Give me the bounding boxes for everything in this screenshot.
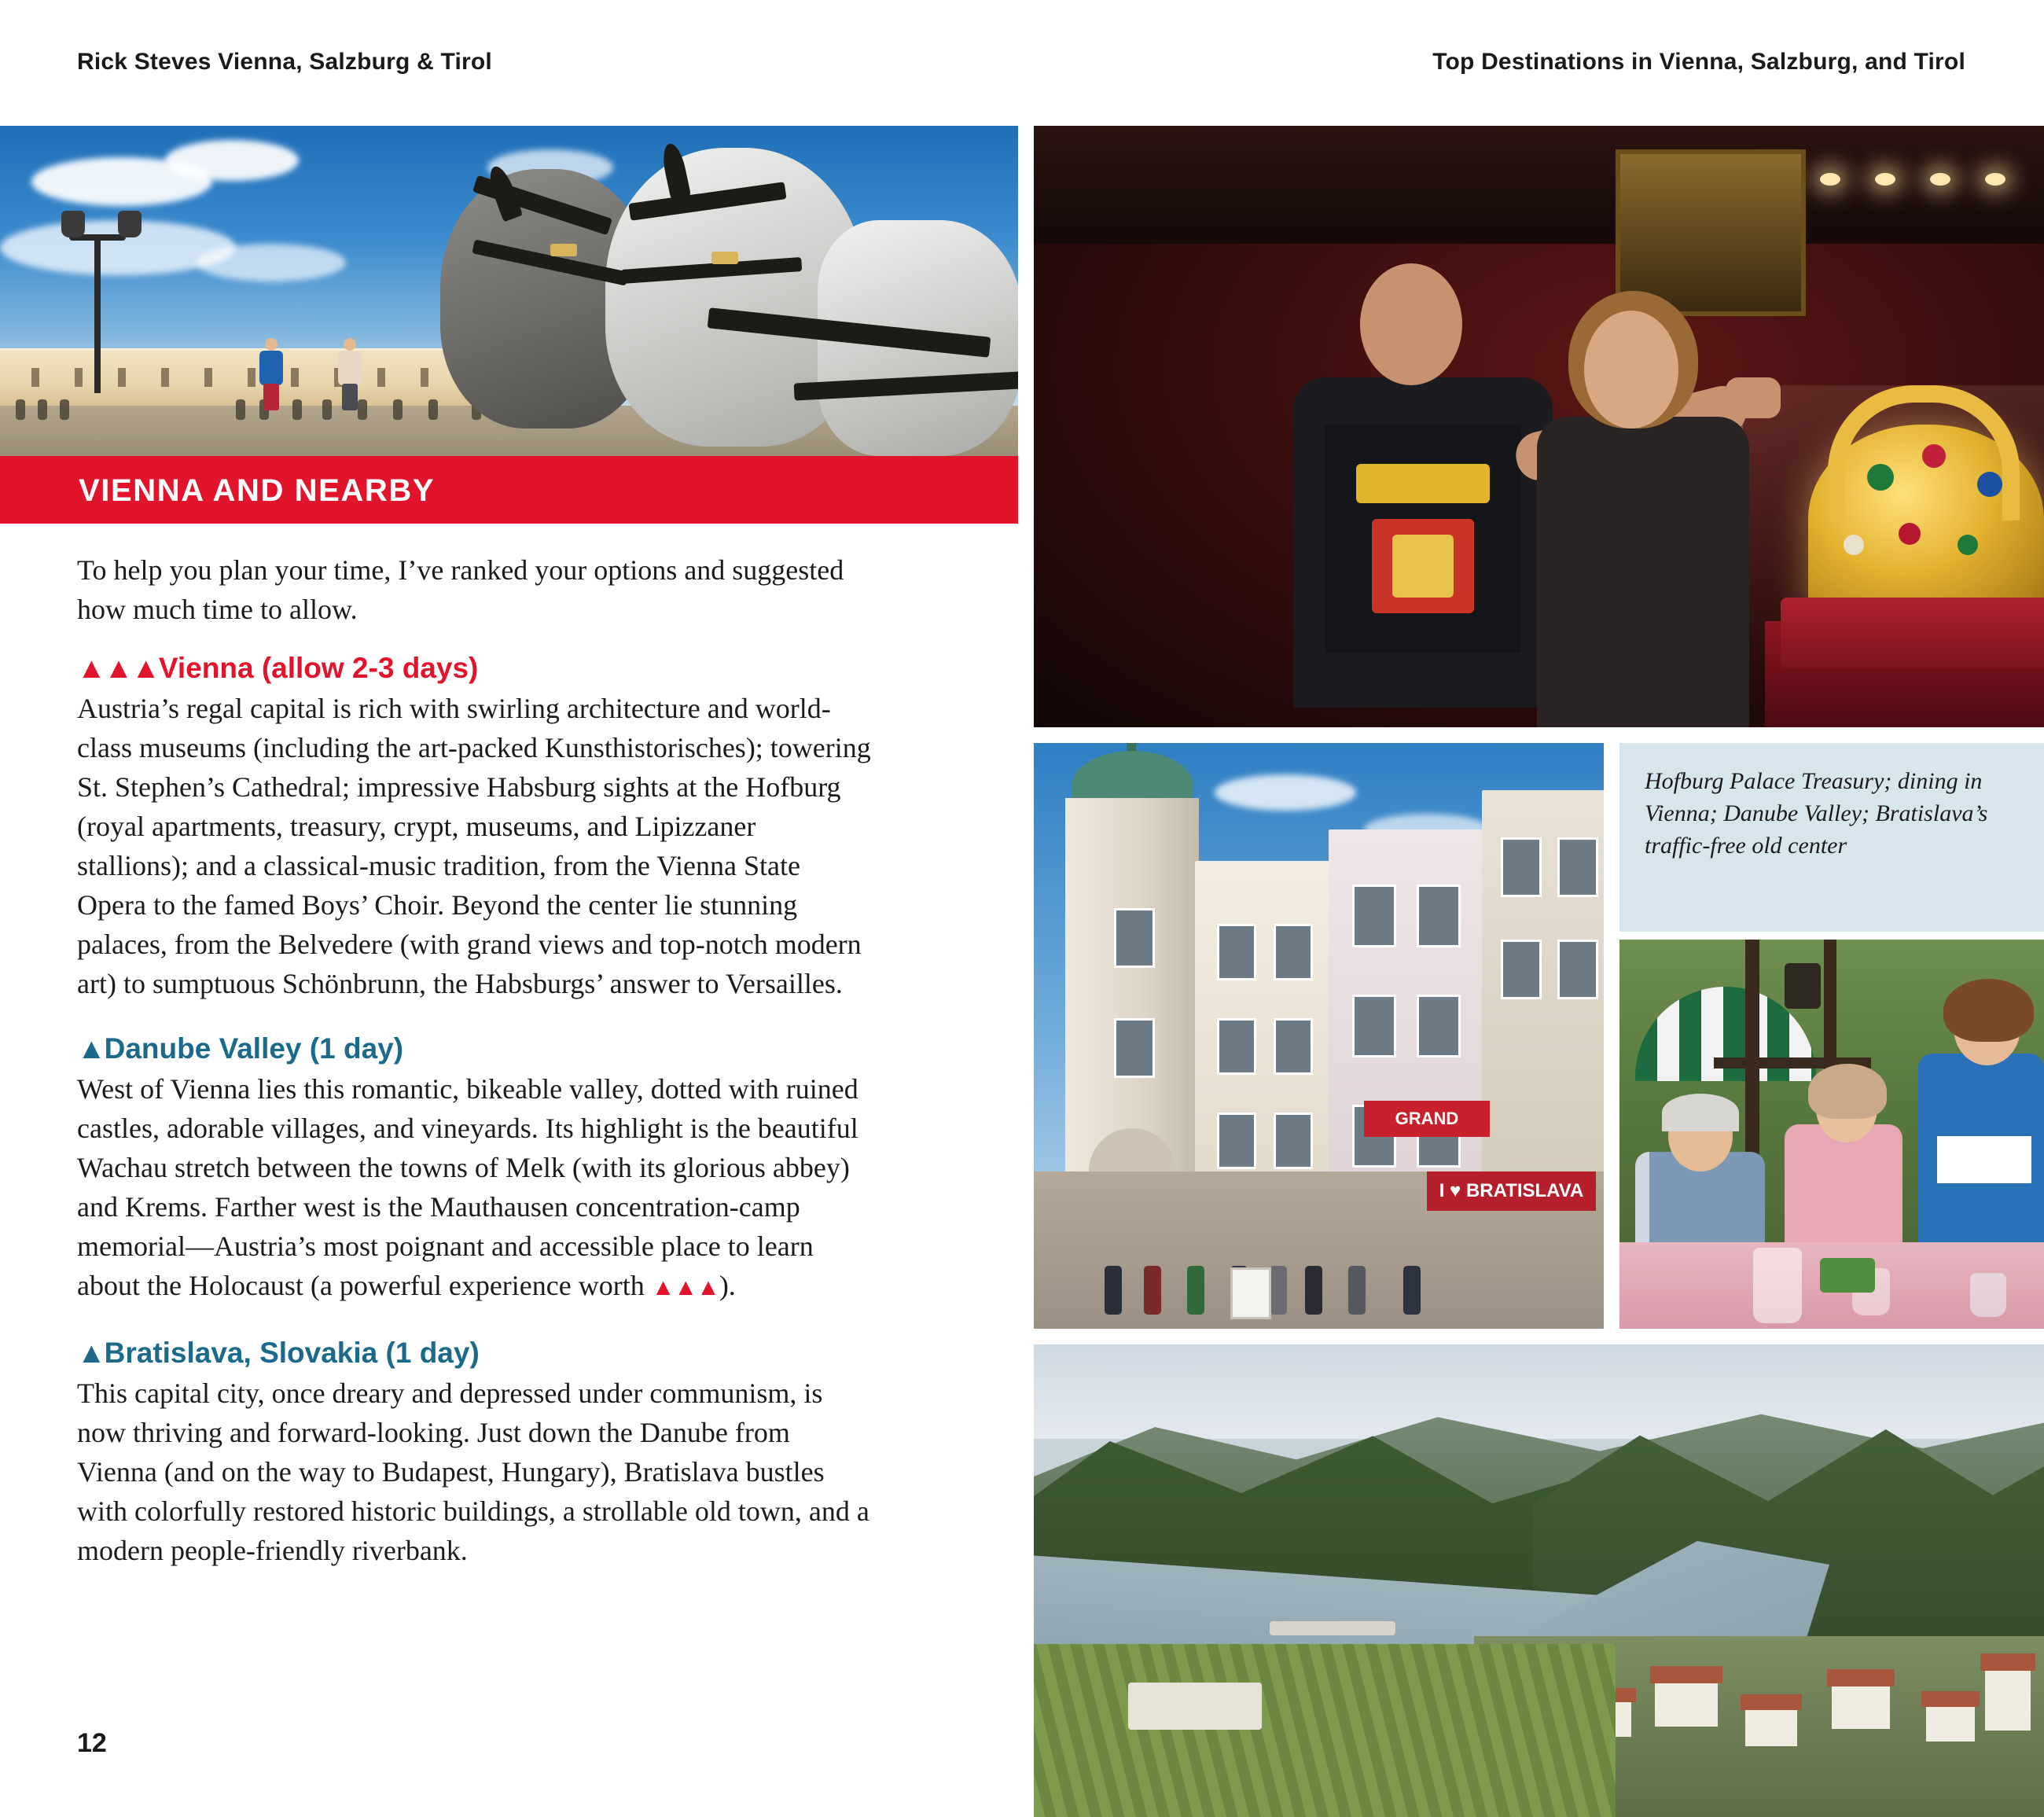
street-lamp-icon — [61, 211, 85, 237]
drinking-glass — [1970, 1273, 2006, 1317]
photo-caption-text: Hofburg Palace Treasury; dining in Vienna; Danube Valley; Bratislava’s traffic-free old center — [1645, 768, 1988, 859]
section-header-band — [0, 456, 1018, 524]
street-lamp-icon — [118, 211, 142, 237]
destination-heading-bratislava — [77, 1334, 871, 1372]
apron — [1937, 1136, 2031, 1183]
photo-danube-valley — [1034, 1344, 2044, 1817]
tourist-figure — [338, 338, 362, 410]
destination-duration: (1 day) — [309, 1032, 404, 1065]
running-head-right: Top Destinations in Vienna, Salzburg, and Tirol — [1432, 49, 1965, 75]
section-title: VIENNA AND NEARBY — [79, 473, 436, 508]
harness-fitting — [711, 252, 738, 264]
rating-triangles-icon: ▲ — [77, 1337, 105, 1369]
bread-basket — [1820, 1258, 1875, 1293]
inline-rating-triangles-icon: ▲▲▲ — [651, 1274, 719, 1300]
destination-name: Bratislava, Slovakia — [104, 1337, 378, 1369]
harness-fitting — [550, 244, 577, 256]
shop-sign-bratislava: I ♥ BRATISLAVA — [1427, 1171, 1596, 1211]
destination-heading-danube-valley — [77, 1030, 871, 1068]
lamp-post — [94, 236, 101, 393]
destination-name: Vienna — [158, 652, 254, 684]
photo-vienna-wine-garden — [1619, 940, 2044, 1329]
garden-lamp-icon — [1785, 963, 1821, 1009]
photo-bratislava-old-town — [1034, 743, 1604, 1329]
destination-text-danube-valley — [77, 1069, 871, 1308]
intro-paragraph: To help you plan your time, I’ve ranked your options and suggested how much time to allow. — [77, 554, 844, 625]
rating-triangles-icon: ▲▲▲ — [77, 652, 159, 684]
destination-heading-vienna — [77, 649, 871, 687]
riverside-building — [1128, 1683, 1262, 1730]
shirt-graphic — [1392, 535, 1454, 598]
tourist-figure — [259, 338, 283, 410]
article-body — [77, 550, 871, 1597]
treasury-ceiling — [1034, 126, 2044, 244]
shop-sign-grand: GRAND — [1364, 1101, 1490, 1137]
visitor-man-shirt — [1325, 425, 1521, 653]
pointing-hand — [1726, 377, 1781, 418]
danube-text-after: ). — [719, 1270, 736, 1301]
rating-triangles-icon: ▲ — [77, 1032, 105, 1065]
visitor-man-head — [1360, 263, 1462, 385]
vineyard-terraces — [1034, 1644, 1616, 1817]
sidewalk-sign — [1230, 1267, 1271, 1319]
page-number: 12 — [77, 1728, 107, 1758]
guest-man-hair — [1662, 1094, 1739, 1131]
river-boat — [1270, 1621, 1395, 1635]
photo-schonbrunn-horses — [0, 126, 1018, 456]
destination-text-bratislava: This capital city, once dreary and depressed under communism, is now thriving and forward-looking. Just down the Danube from Vienna (and on the way to Budapest, Hungary), Bratislava bustles with colorfully restored historic buildings, a strollable old town, and a modern people-friendly riverbank. — [77, 1377, 869, 1566]
destination-name: Danube Valley — [104, 1032, 302, 1065]
visitor-woman-body — [1537, 417, 1749, 727]
sky-backdrop — [1034, 1344, 2044, 1439]
destination-duration: (allow 2-3 days) — [261, 652, 479, 684]
danube-text-before: West of Vienna lies this romantic, bikeable valley, dotted with ruined castles, adorable villages, and vineyards. Its highlight is the beautiful Wachau stretch between the towns of Melk (with its glorious abbey) and Krems. Farther west is the Mauthausen concentration-camp memorial—Austria’s most poignant and accessible place to learn about the Holocaust (a powerful experience worth — [77, 1073, 858, 1301]
wall-plaque — [1616, 149, 1806, 316]
destination-text-vienna: Austria’s regal capital is rich with swirling architecture and world-class museums (including the art-packed Kunsthistorisches); towering St. Stephen’s Cathedral; impressive Habsburg sights at the Hofburg (royal apartments, treasury, crypt, museums, and Lipizzaner stallions); and a classical-music tradition, from the Vienna State Opera to the famed Boys’ Choir. Beyond the center lie stunning palaces, from the Belvedere (with grand views and top-notch modern art) to sumptuous Schönbrunn, the Habsburgs’ answer to Versailles. — [77, 693, 871, 999]
cloud — [165, 140, 299, 181]
photo-caption-box — [1619, 743, 2044, 932]
visitor-woman-head — [1584, 311, 1678, 429]
water-carafe — [1753, 1248, 1802, 1323]
cloud — [197, 244, 346, 281]
server-woman-hair — [1943, 979, 2034, 1042]
running-head-left: Rick Steves Vienna, Salzburg & Tirol — [77, 49, 492, 75]
photo-hofburg-treasury — [1034, 126, 2044, 727]
shirt-graphic — [1356, 464, 1490, 503]
crown-base-band — [1781, 598, 2044, 668]
guest-woman-hair — [1808, 1064, 1887, 1119]
destination-duration: (1 day) — [385, 1337, 480, 1369]
